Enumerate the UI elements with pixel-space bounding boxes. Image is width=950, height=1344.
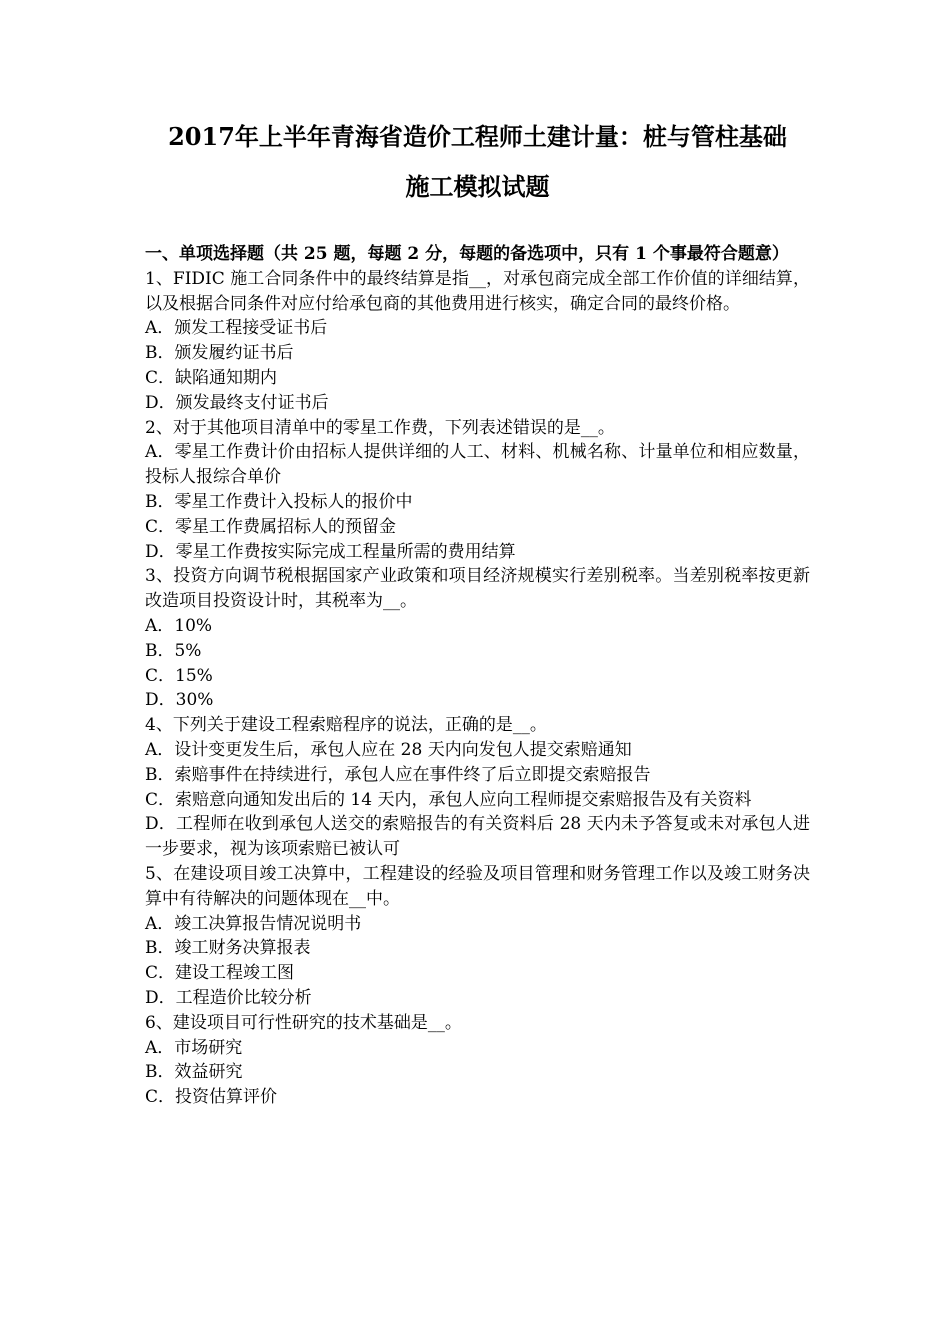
- option-d: D．工程造价比较分析: [145, 987, 312, 1008]
- option-b: B．颁发履约证书后: [145, 343, 294, 364]
- option-c: C．缺陷通知期内: [145, 367, 278, 388]
- option-a: A．10%: [145, 615, 213, 636]
- section-heading: 一、单项选择题（共 25 题，每题 2 分，每题的备选项中，只有 1 个事最符合题意）: [145, 244, 789, 264]
- question-stem: 2、对于其他项目清单中的零星工作费，下列表述错误的是__。: [145, 417, 615, 438]
- document-title: [145, 112, 810, 212]
- question-stem: 3、投资方向调节税根据国家产业政策和项目经济规模实行差别税率。当差别税率按更新改造项目投资设计时，其税率为__。: [145, 566, 810, 612]
- question-list: [145, 267, 810, 1110]
- title-line-1: 2017年上半年青海省造价工程师土建计量：桩与管柱基础: [168, 122, 787, 151]
- question-stem: 6、建设项目可行性研究的技术基础是__。: [145, 1012, 462, 1033]
- option-b: B．索赔事件在持续进行，承包人应在事件终了后立即提交索赔报告: [145, 764, 651, 785]
- question-3: [145, 564, 810, 713]
- option-c: C．零星工作费属招标人的预留金: [145, 516, 397, 537]
- option-a: A．颁发工程接受证书后: [145, 318, 328, 339]
- question-1: [145, 267, 810, 416]
- question-4: [145, 713, 810, 862]
- title-line-2: 施工模拟试题: [405, 172, 550, 201]
- option-d: D．零星工作费按实际完成工程量所需的费用结算: [145, 541, 516, 562]
- option-a: A．竣工决算报告情况说明书: [145, 913, 362, 934]
- question-6: [145, 1011, 810, 1110]
- option-c: C．投资估算评价: [145, 1087, 278, 1108]
- question-stem: 4、下列关于建设工程索赔程序的说法，正确的是__。: [145, 715, 547, 736]
- option-c: C．索赔意向通知发出后的 14 天内，承包人应向工程师提交索赔报告及有关资料: [145, 789, 752, 810]
- option-c: C．15%: [145, 665, 213, 686]
- question-2: [145, 416, 810, 565]
- option-d: D．工程师在收到承包人送交的索赔报告的有关资料后 28 天内未予答复或未对承包人进一步要求，视为该项索赔已被认可: [145, 814, 810, 860]
- option-a: A．设计变更发生后，承包人应在 28 天内向发包人提交索赔通知: [145, 739, 632, 760]
- option-a: A．市场研究: [145, 1037, 243, 1058]
- option-c: C．建设工程竣工图: [145, 963, 295, 984]
- question-stem: 5、在建设项目竣工决算中，工程建设的经验及项目管理和财务管理工作以及竣工财务决算中有待解决的问题体现在__中。: [145, 863, 810, 909]
- option-d: D．颁发最终支付证书后: [145, 392, 329, 413]
- option-b: B．效益研究: [145, 1062, 243, 1083]
- option-d: D．30%: [145, 690, 214, 711]
- option-a: A．零星工作费计价由招标人提供详细的人工、材料、机械名称、计量单位和相应数量，投标人报综合单价: [145, 442, 810, 488]
- question-5: [145, 862, 810, 1011]
- option-b: B．零星工作费计入投标人的报价中: [145, 491, 413, 512]
- title-spacer: [145, 212, 810, 242]
- document-page: [145, 112, 810, 1110]
- option-b: B．竣工财务决算报表: [145, 938, 311, 959]
- option-b: B．5%: [145, 640, 202, 661]
- question-stem: 1、FIDIC 施工合同条件中的最终结算是指__，对承包商完成全部工作价值的详细结算，以及根据合同条件对应付给承包商的其他费用进行核实，确定合同的最终价格。: [145, 268, 810, 314]
